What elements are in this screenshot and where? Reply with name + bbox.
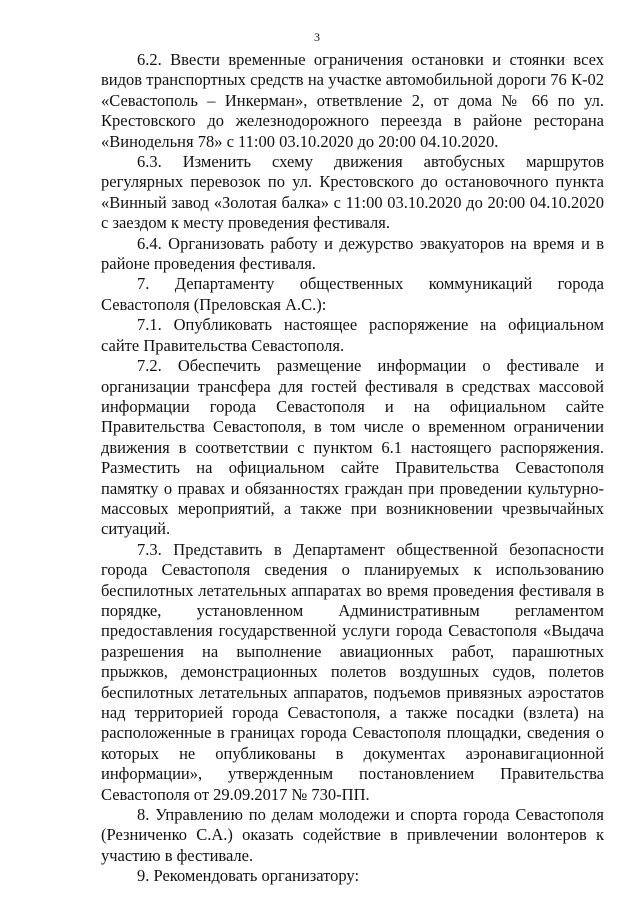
paragraph-6-2: 6.2. Ввести временные ограничения остановки и стоянки всех видов транспортных средств на участке автомобильной дороги 76 К-02 «Севастополь – Инкерман», ответвление 2, от дома № 66 по ул. Крестовского до железнодорожного переезда в районе ресторана «Винодельня 78» с 11:00 03.10.2020 до 20:00 04.10.2020.	[101, 50, 604, 151]
paragraph-7: 7. Департаменту общественных коммуникаций города Севастополя (Преловская А.С.):	[101, 274, 604, 314]
paragraph-7-3: 7.3. Представить в Департамент общественной безопасности города Севастополя сведения о планируемых к использованию беспилотных летательных аппаратах во время проведения фестиваля в порядке, установленном Административным регламентом предоставления государственной услуги города Севастополя «Выдача разрешения на выполнение авиационных работ, парашютных прыжков, демонстрационных полетов воздушных судов, полетов беспилотных летательных аппаратов, подъемов привязных аэростатов над территорией города Севастополя, а также посадки (взлета) на расположенные в границах города Севастополя площадки, сведения о которых не опубликованы в документах аэронавигационной информации», утвержденным постановлением Правительства Севастополя от 29.09.2017 № 730-ПП.	[101, 539, 604, 804]
paragraph-9: 9. Рекомендовать организатору:	[137, 866, 360, 886]
paragraph-7-2: 7.2. Обеспечить размещение информации о фестивале и организации трансфера для гостей фестиваля в средствах массовой информации города Севастополя и на официальном сайте Правительства Севастополя, в том числе о временном ограничении движения в соответствии с пунктом 6.1 настоящего распоряжения. Разместить на официальном сайте Правительства Севастополя памятку о правах и обязанностях граждан при проведении культурно-массовых мероприятий, а также при возникновении чрезвычайных ситуаций.	[101, 356, 604, 539]
paragraph-7-1: 7.1. Опубликовать настоящее распоряжение на официальном сайте Правительства Севастополя.	[101, 315, 604, 355]
paragraph-8: 8. Управлению по делам молодежи и спорта города Севастополя (Резниченко С.А.) оказать содействие в привлечении волонтеров к участию в фестивале.	[101, 805, 604, 865]
paragraph-6-4: 6.4. Организовать работу и дежурство эвакуаторов на время и в районе проведения фестиваля.	[101, 233, 604, 274]
document-body	[101, 50, 604, 887]
page-number: 3	[314, 30, 320, 44]
paragraph-6-3: 6.3. Изменить схему движения автобусных маршрутов регулярных перевозок по ул. Крестовского до остановочного пункта «Винный завод «Золотая балка» с 11:00 03.10.2020 до 20:00 04.10.2020 с заездом к месту проведения фестиваля.	[101, 152, 604, 233]
